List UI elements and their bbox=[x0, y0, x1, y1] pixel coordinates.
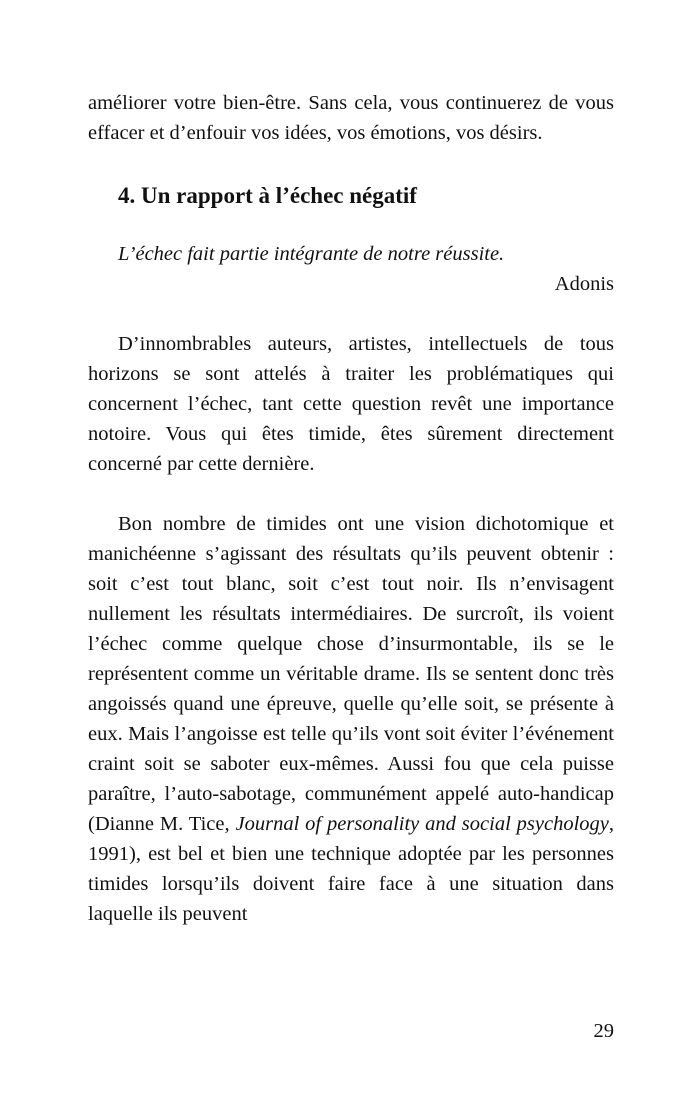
section-heading: 4. Un rapport à l’échec négatif bbox=[118, 183, 417, 208]
paragraph-gap bbox=[88, 299, 614, 329]
paragraph-dichotomy bbox=[88, 509, 614, 929]
page-body bbox=[88, 88, 614, 929]
paragraph-failure-intro: D’innombrables auteurs, artistes, intellectuels de tous horizons se sont attelés à traiter les problématiques qui concernent l’échec, tant cette question revêt une importance notoire. Vous qui êtes timide, êtes sûrement directement concerné par cette dernière. bbox=[88, 333, 614, 475]
page-number: 29 bbox=[593, 1020, 614, 1042]
paragraph-text: , 1991), est bel et bien une technique adoptée par les personnes timides lorsqu’ils doivent faire face à une situation dans laquelle ils peuvent bbox=[88, 813, 614, 925]
paragraph-gap bbox=[88, 479, 614, 509]
paragraph-text: Bon nombre de timides ont une vision dichotomique et manichéenne s’agissant des résultats qu’ils peuvent obtenir : soit c’est tout blanc, soit c’est tout noir. Ils n’envisagent nullement les résultats intermédiaires. De surcroît, ils voient l’échec comme quelque chose d’insurmontable, ils se le représentent comme un véritable drame. Ils se sentent donc très angoissés quand une épreuve, quelle qu’elle soit, se présente à eux. Mais l’angoisse est telle qu’ils vont soit éviter l’événement craint soit se saboter eux-mêmes. Aussi fou que cela puisse paraître, l’auto-sabotage, communément appelé auto-handicap (Dianne M. Tice, bbox=[88, 513, 614, 835]
epigraph-quote: L’échec fait partie intégrante de notre réussite. bbox=[118, 243, 505, 265]
journal-title: Journal of personality and social psychology bbox=[235, 813, 609, 835]
epigraph-author: Adonis bbox=[554, 273, 614, 295]
paragraph-continuation: améliorer votre bien-être. Sans cela, vous continuerez de vous effacer et d’enfouir vos idées, vos émotions, vos désirs. bbox=[88, 92, 614, 144]
